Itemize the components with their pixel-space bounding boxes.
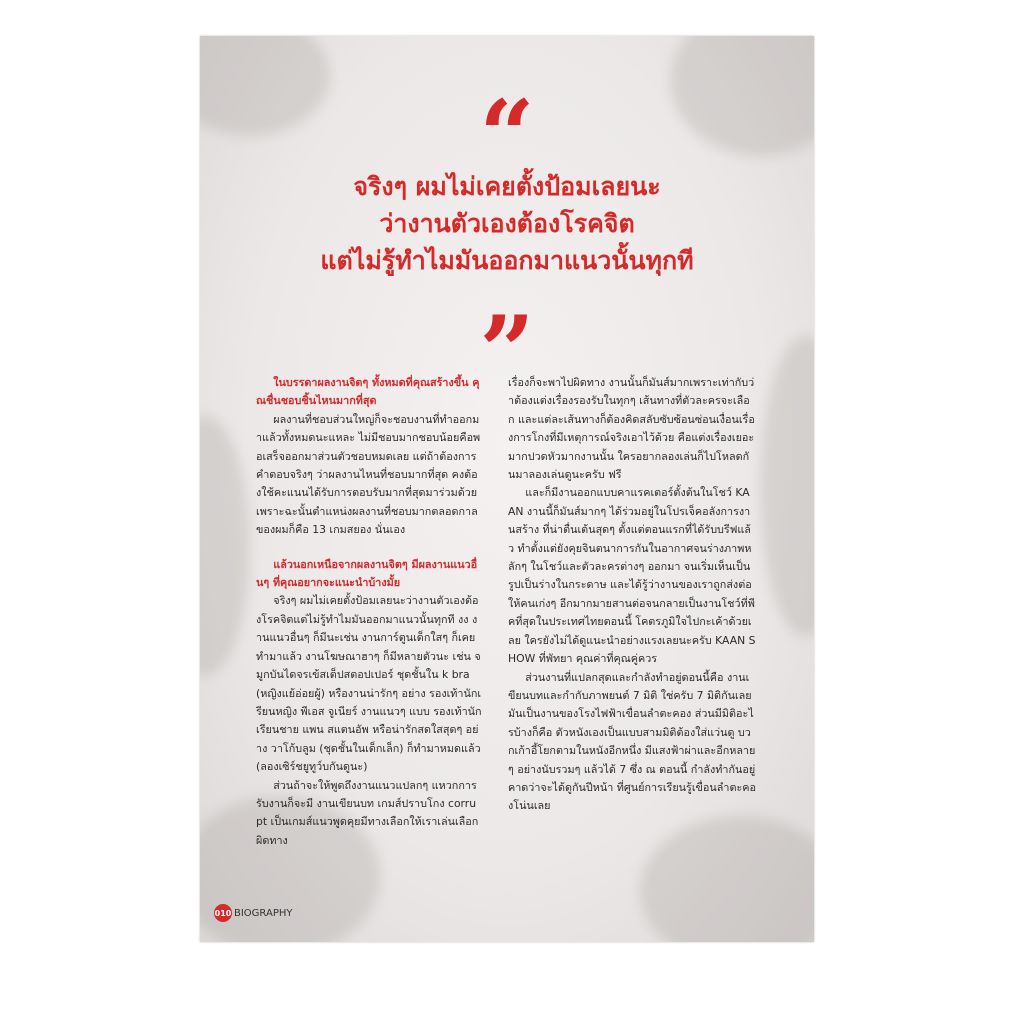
interview-answer: ผลงานที่ชอบส่วนใหญ่ก็จะชอบงานที่ทำออกมาแล้วทั้งหมดนะแหละ ไม่มีชอบมากชอบน้อยคือพอเสร็จออกมาส่วนตัวชอบหมดเลย แต่ถ้าต้องการคำตอบจริงๆ ว่าผลงานไหนที่ชอบมากที่สุด คงต้องใช้คะแนนได้รับการตอบรับมากที่สุดมาร่วมด้วย เพราะฉะนั้นตำแหน่งผลงานที่ชอบมากตลอดกาลของผมก็คือ 13 เกมสยอง นั่นเอง — [256, 412, 481, 537]
pull-quote — [220, 168, 794, 279]
right-column — [508, 374, 756, 816]
grunge-texture — [640, 816, 814, 942]
interview-answer: จริงๆ ผมไม่เคยตั้งป้อมเลยนะว่างานตัวเองต้องโรคจิตแต่ไม่รู้ทำไมมันออกมาแนวนั้นทุกที งง งานแนวอื่นๆ ก็มีนะเช่น งานการ์ตูนเด็กใสๆ ก็เคยทำมาแล้ว งานโฆษณาฮาๆ ก็มีหลายตัวนะ เช่น จมูกบันไดจรเข้สเต็ปสตอปเปอร์ ชุดชั้นใน k bra (หญิงแย้อ่อยผู้) หรืองานน่ารักๆ อย่าง รองเท้านักเรียนหญิง พีเอส จูเนียร์ งานแนวๆ แบบ รองเท้านักเรียนชาย แพน สแตนอัพ หรือน่ารักสดใสสุดๆ อย่าง วาโก้บลูม (ชุดชั้นในเด็กเล็ก) ก็ทำมาหมดแล้ว (ลองเซิร์ชยูทูว์บกันดูนะ) — [256, 594, 482, 774]
pull-quote-line: ว่างานตัวเองต้องโรคจิต — [379, 209, 635, 238]
body-paragraph: เรื่องก็จะพาไปผิดทาง งานนั้นก็มันส์มากเพราะเท่ากับว่าต้องแต่งเรื่องรองรับในทุกๆ เส้นทางที่ตัวละครจะเลือก และแต่ละเส้นทางก็ต้องคิดสลับซับซ้อนซ่อนเงื่อนเรื่องการโกงที่มีเหตุการณ์จริงเอาไว้ด้วย คือแต่งเรื่องเยอะมากปวดหัวมากงานนั้น ใครอยากลองเล่นก็ไปโหลดกันมาลองเล่นดูนะครับ ฟรี — [508, 376, 755, 482]
left-column — [256, 374, 482, 850]
close-quote-mark: ” — [479, 295, 535, 408]
interview-question: แล้วนอกเหนือจากผลงานจิตๆ มีผลงานแนวอื่นๆ ที่คุณอยากจะแนะนำบ้างมั้ย — [256, 557, 478, 590]
body-paragraph: และก็มีงานออกแบบคาแรคเตอร์ตั้งต้นในโชว์ KAAN งานนี้ก็มันส์มากๆ ได้ร่วมอยู่ในโปรเจ็คอลังการงานสร้าง ที่น่าตื่นเต้นสุดๆ ตั้งแต่ตอนแรกที่ได้รับบรีฟแล้ว ทำตั้งแต่ยังคุยจินตนาการกันในอากาศจนร่างภาพหลักๆ ในโชว์และตัวละครต่างๆ ออกมา จนเริ่มเห็นเป็นรูปเป็นร่างในกระดาษ และได้รู้ว่างานของเราถูกส่งต่อให้คนเก่งๆ อีกมากมายสานต่อจนกลายเป็นงานโชว์ที่พีคที่สุดในประเทศไทยตอนนี้ โคตรภูมิใจไปกะเค้าด้วยเลย ใครยังไม่ได้ดูแนะนำอย่างแรงเลยนะครับ KAAN SHOW ที่พัทยา คุณค่าที่คุณคู่ควร — [508, 486, 756, 666]
pull-quote-line: แต่ไม่รู้ทำไมมันออกมาแนวนั้นทุกที — [320, 246, 694, 275]
section-label: BIOGRAPHY — [234, 907, 293, 919]
body-paragraph: ส่วนงานที่แปลกสุดและกำลังทำอยู่ตอนนี้คือ งานเขียนบทและกำกับภาพยนต์ 7 มิติ ใช่ครับ 7 มิติกันเลย มันเป็นงานของโรงไฟฟ้าเขื่อนลำตะคอง ส่วนมีมิติอะไรบ้างก็คือ ตัวหนังเองเป็นแบบสามมิติต้องใส่แว่นดู บวกเก้าอี้โยกตามในหนังอีกหนึ่ง มีแสงฟ้าผ่าและอีกหลายๆ อย่างนับรวมๆ แล้วได้ 7 ซึ่ง ณ ตอนนี้ กำลังทำกันอยู่คาดว่าจะได้ดูกันปีหน้า ที่ศูนย์การเรียนรู้เขื่อนลำตะคองโน่นเลย — [508, 670, 756, 813]
magazine-page — [200, 36, 814, 942]
page-number-badge: 010 — [214, 904, 232, 922]
grunge-texture — [200, 416, 250, 676]
page-footer — [214, 904, 292, 922]
open-quote-mark: “ — [479, 79, 535, 192]
pull-quote-line: จริงๆ ผมไม่เคยตั้งป้อมเลยนะ — [353, 172, 661, 201]
interview-question: ในบรรดาผลงานจิตๆ ทั้งหมดที่คุณสร้างขึ้น คุณชื่นชอบชิ้นไหนมากที่สุด — [256, 376, 480, 408]
interview-answer: ส่วนถ้าจะให้พูดถึงงานแนวแปลกๆ แหวกการรับงานก็จะมี งานเขียนบท เกมส์ปราบโกง corrupt เป็นเกมส์แนวพูดคุยมีทางเลือกให้เราเล่นเลือกผิดทาง — [256, 778, 479, 847]
